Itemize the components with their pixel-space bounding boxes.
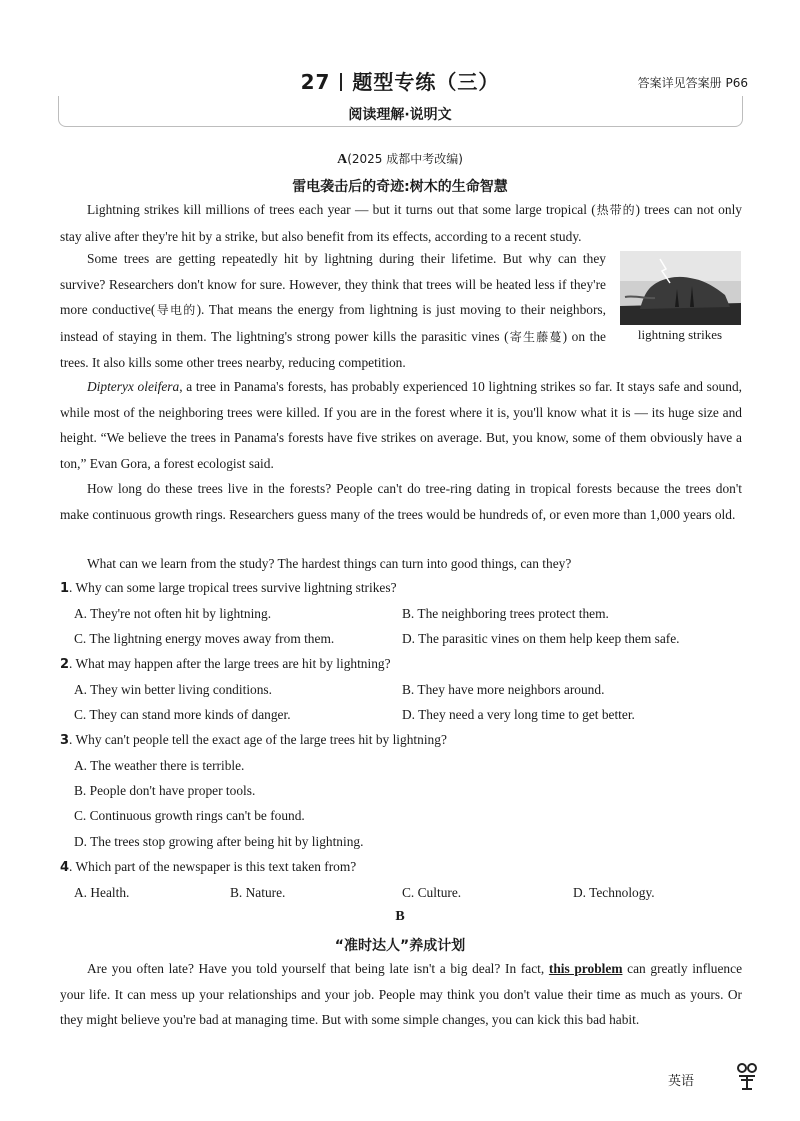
q2-option-d: D. They need a very long time to get better.: [402, 707, 635, 722]
q2-option-c: C. They can stand more kinds of danger.: [74, 707, 291, 722]
section-b-label: B: [395, 909, 405, 924]
q3-option-d: D. The trees stop growing after being hit by lightning.: [74, 834, 364, 849]
section-a-source: (2025 成都中考改编): [347, 152, 463, 166]
paragraph-a1: Lightning strikes kill millions of trees each year — but it turns out that some large tropical (热带的) trees can not only stay alive after they're hit by a strike, but also benefit from its effects, according to a recent study.: [60, 202, 742, 244]
paragraph-a2: Some trees are getting repeatedly hit by lightning during their lifetime. But why can they survive? Researchers don't know for sure. However, they think that trees will be heated less if they're more conductive(导电的). That means the energy from lightning is just moving to their neighbors, instead of staying in them. The lightning's strong power kills the parasitic vines (寄生藤蔓) on the trees. It also kills some other trees nearby, reducing competition.: [60, 246, 742, 376]
q3-option-a: A. The weather there is terrible.: [74, 758, 245, 773]
highlighted-phrase: this problem: [548, 961, 623, 976]
q2-option-a: A. They win better living conditions.: [74, 682, 272, 697]
lightning-tree-image: [620, 251, 741, 325]
unit-title: 题型专练（三）: [352, 70, 500, 94]
question-3: 3. Why can't people tell the exact age of the large trees hit by lightning?: [60, 732, 447, 748]
q1-option-c: C. The lightning energy moves away from them.: [74, 631, 335, 646]
paragraph-a3: Dipteryx oleifera, a tree in Panama's forests, has probably experienced 10 lightning strikes so far. It stays safe and sound, while most of the neighboring trees were killed. If you are in the forest where it is, you'll know what it is — its huge size and height. “We believe the trees in Panama's forests have five strikes on average. But, you know, some of them obviously have a ton,” Evan Gora, a forest ecologist said.: [60, 379, 742, 471]
q1-option-d: D. The parasitic vines on them help keep them safe.: [402, 631, 680, 646]
q4-option-a: A. Health.: [74, 885, 130, 900]
footer-subject: 英语: [668, 1074, 695, 1089]
section-a-heading: [0, 150, 800, 168]
q1-option-a: A. They're not often hit by lightning.: [74, 606, 272, 621]
footer-logo-icon: [736, 1063, 758, 1096]
unit-number: 27: [300, 70, 331, 94]
q3-option-c: C. Continuous growth rings can't be found.: [74, 808, 305, 823]
lightning-photo: [620, 251, 741, 325]
q1-option-b: B. The neighboring trees protect them.: [402, 606, 609, 621]
section-banner-text: 阅读理解·说明文: [348, 107, 452, 123]
paragraph-b1: Are you often late? Have you told yourself that being late isn't a big deal? In fact, this problem can greatly influence your life. It can mess up your relationships and your job. People may think you don't value their time as much as yours. Or they might believe you're bad at managing time. But with some simple changes, you can kick this bad habit.: [60, 961, 743, 1027]
title-divider: [340, 73, 342, 91]
q3-option-b: B. People don't have proper tools.: [74, 783, 256, 798]
photo-caption: lightning strikes: [637, 327, 723, 342]
section-a-title: 雷电袭击后的奇迹:树木的生命智慧: [292, 179, 508, 195]
section-b-title: “准时达人”养成计划: [334, 938, 466, 954]
question-4: 4. Which part of the newspaper is this text taken from?: [60, 859, 357, 875]
question-2: 2. What may happen after the large trees are hit by lightning?: [60, 656, 391, 672]
paragraph-a5: What can we learn from the study? The hardest things can turn into good things, can they?: [87, 556, 572, 571]
answer-reference: 答案详见答案册 P66: [637, 76, 748, 90]
q4-option-b: B. Nature.: [230, 885, 286, 900]
q4-option-d: D. Technology.: [573, 885, 655, 900]
section-a-label: A: [337, 152, 348, 167]
q4-option-c: C. Culture.: [402, 885, 462, 900]
question-1: 1. Why can some large tropical trees survive lightning strikes?: [60, 580, 397, 596]
q2-option-b: B. They have more neighbors around.: [402, 682, 605, 697]
paragraph-a4: How long do these trees live in the forests? People can't do tree-ring dating in tropical forests because the trees don't make continuous growth rings. Researchers guess many of the trees would be hundreds of, or even more than 1,000 years old.: [60, 481, 742, 522]
